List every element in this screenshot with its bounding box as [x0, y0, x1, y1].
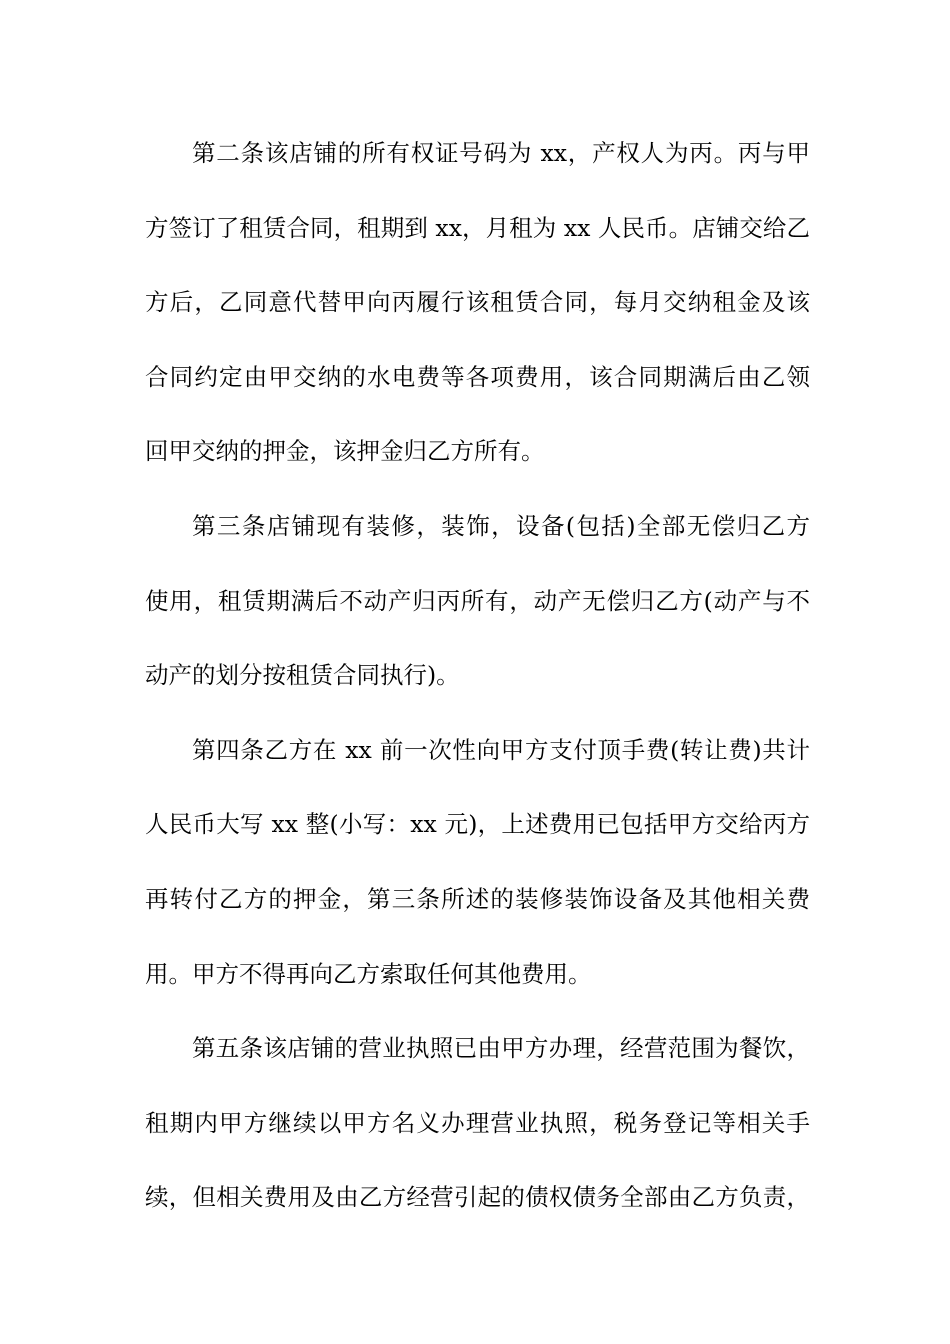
- document-body: [145, 127, 810, 1246]
- text-line: 人民币大写 xx 整(小写：xx 元)，上述费用已包括甲方交给丙方: [145, 810, 810, 839]
- text-line: 第二条该店铺的所有权证号码为 xx，产权人为丙。丙与甲: [192, 139, 810, 167]
- text-line: 续，但相关费用及由乙方经营引起的债权债务全部由乙方负责，: [145, 1183, 810, 1212]
- text-line: 用。甲方不得再向乙方索取任何其他费用。: [145, 959, 592, 988]
- text-line: 再转付乙方的押金，第三条所述的装修装饰设备及其他相关费: [145, 884, 810, 913]
- text-line: 第五条该店铺的营业执照已由甲方办理，经营范围为餐饮，: [192, 1034, 810, 1063]
- text-line: 方后，乙同意代替甲向丙履行该租赁合同，每月交纳租金及该: [145, 288, 810, 317]
- text-line: 合同约定由甲交纳的水电费等各项费用，该合同期满后由乙领: [145, 362, 810, 391]
- text-line: 回甲交纳的押金，该押金归乙方所有。: [145, 437, 545, 466]
- text-line: 租期内甲方继续以甲方名义办理营业执照，税务登记等相关手: [145, 1108, 810, 1137]
- paragraph-article-2: [145, 127, 810, 500]
- text-line: 使用，租赁期满后不动产归丙所有，动产无偿归乙方(动产与不: [145, 586, 810, 615]
- text-line: 方签订了租赁合同，租期到 xx，月租为 xx 人民币。店铺交给乙: [145, 213, 810, 242]
- text-line: 第三条店铺现有装修，装饰，设备(包括)全部无偿归乙方: [192, 511, 810, 540]
- paragraph-article-5: [145, 1022, 810, 1246]
- text-line: 动产的划分按租赁合同执行)。: [145, 661, 460, 690]
- paragraph-article-4: [145, 724, 810, 1022]
- text-line: 第四条乙方在 xx 前一次性向甲方支付顶手费(转让费)共计: [192, 735, 810, 764]
- paragraph-article-3: [145, 500, 810, 724]
